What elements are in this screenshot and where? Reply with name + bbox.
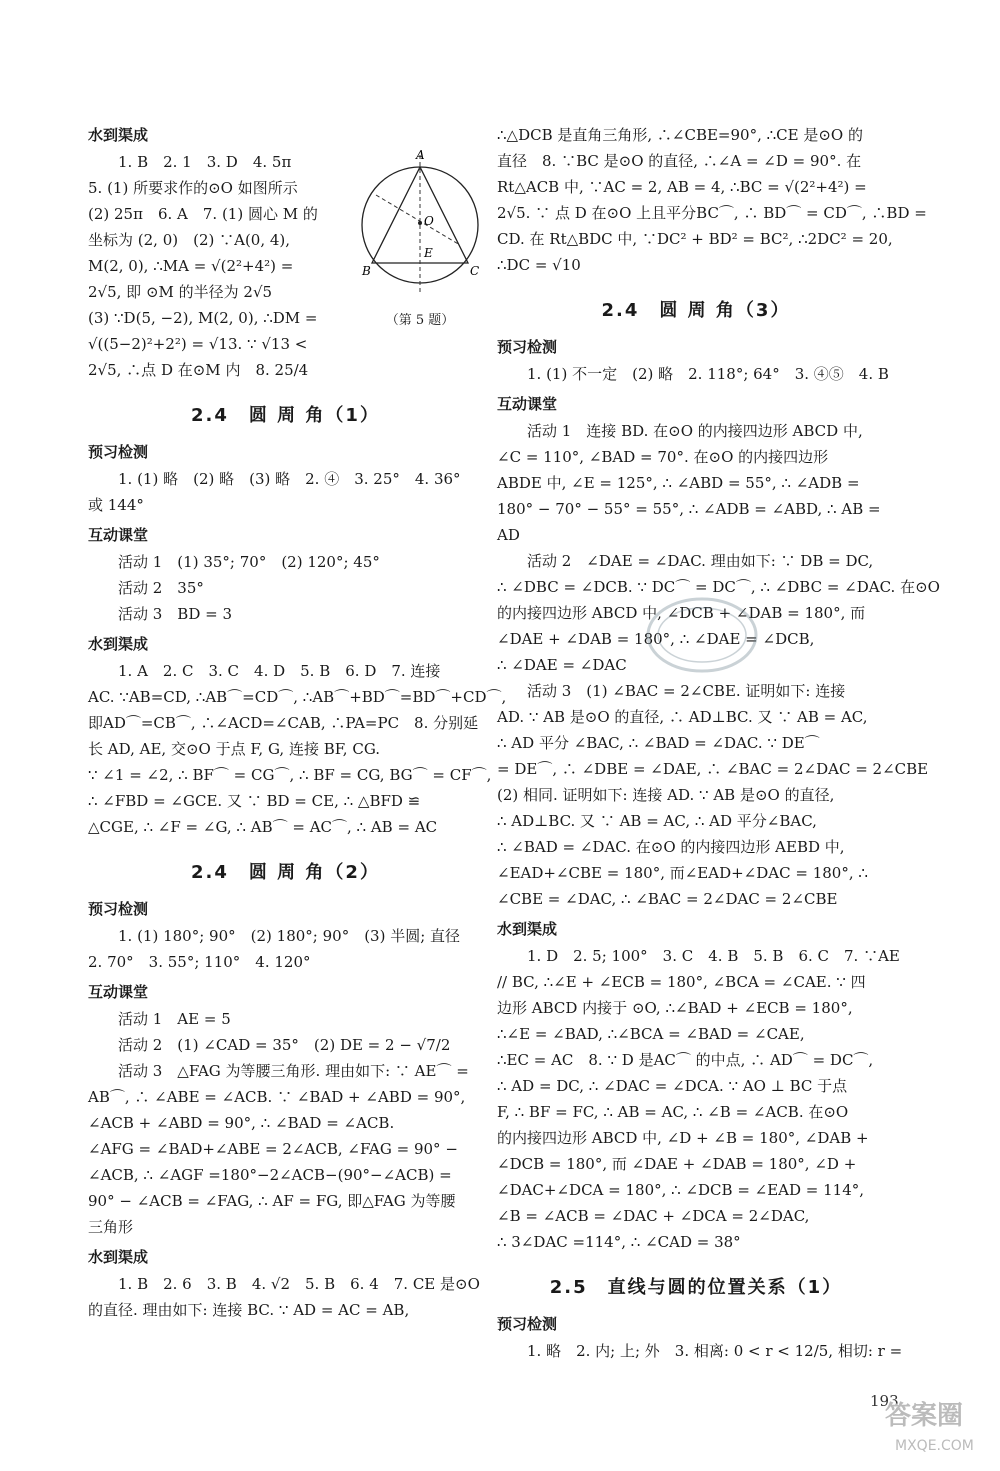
- answer-line: (2) 25π 6. A 7. (1) 圆心 M 的: [88, 205, 318, 223]
- label-e: E: [424, 246, 433, 260]
- section-title: 2.4 圆 周 角（1）: [191, 405, 380, 426]
- answer-line: 2√5, ∴点 D 在⊙M 内 8. 25/4: [88, 361, 309, 379]
- answer-line: (3) ∵D(5, −2), M(2, 0), ∴DM =: [88, 309, 318, 327]
- figure-caption: （第 5 题）: [385, 313, 455, 328]
- section-heading: 互动课堂: [88, 983, 149, 1001]
- answer-line: ∠C = 110°, ∠BAD = 70°. 在⊙O 的内接四边形: [497, 448, 829, 466]
- answer-line: ∠ACB + ∠ABD = 90°, ∴ ∠BAD = ∠ACB.: [88, 1114, 395, 1132]
- answer-line: // BC, ∴∠E + ∠ECB = 180°, ∠BCA = ∠CAE. ∵ 四: [497, 973, 866, 991]
- section-heading: 预习检测: [88, 443, 149, 461]
- answer-line: ∴DC = √10: [497, 256, 581, 274]
- answer-line: CD. 在 Rt△BDC 中, ∵DC² + BD² = BC², ∴2DC² = 20,: [497, 230, 893, 248]
- answer-line: 1. (1) 略 (2) 略 (3) 略 2. ④ 3. 25° 4. 36°: [118, 470, 461, 488]
- answer-line: ∴ AD⊥BC. 又 ∵ AB = AC, ∴ AD 平分∠BAC,: [497, 812, 817, 830]
- answer-line: √((5−2)²+2²) = √13. ∵ √13 <: [88, 335, 308, 353]
- answer-line: △CGE, ∴ ∠F = ∠G, ∴ AB⌒ = AC⌒, ∴ AB = AC: [88, 818, 438, 836]
- section-title: 2.4 圆 周 角（3）: [601, 300, 791, 321]
- answer-line: ∴∠E = ∠BAD, ∴∠BCA = ∠BAD = ∠CAE,: [497, 1025, 805, 1043]
- stamp-graphic: [645, 595, 760, 675]
- section-heading: 水到渠成: [497, 920, 558, 938]
- label-b: B: [362, 264, 371, 278]
- answer-line: ∠DAE + ∠DAB = 180°, ∴ ∠DAE = ∠DCB,: [497, 630, 815, 648]
- answer-line: 即AD⌒=CB⌒, ∴∠ACD=∠CAB, ∴PA=PC 8. 分别延: [88, 714, 479, 732]
- answer-line: ∴△DCB 是直角三角形, ∴∠CBE=90°, ∴CE 是⊙O 的: [497, 126, 863, 144]
- answer-line: 活动 3 BD = 3: [118, 605, 233, 623]
- answer-line: ABDE 中, ∠E = 125°, ∴ ∠ABD = 55°, ∴ ∠ADB =: [497, 474, 860, 492]
- answer-line: ∠DAC+∠DCA = 180°, ∴ ∠DCB = ∠EAD = 114°,: [497, 1181, 865, 1199]
- answer-line: 1. (1) 不一定 (2) 略 2. 118°; 64° 3. ④⑤ 4. B: [527, 365, 889, 383]
- label-o: O: [424, 214, 434, 228]
- seal-stamp: [645, 595, 760, 675]
- label-a: A: [416, 148, 425, 162]
- center-point: [418, 221, 422, 225]
- answer-line: 或 144°: [88, 496, 144, 514]
- answer-line: 180° − 70° − 55° = 55°, ∴ ∠ADB = ∠ABD, ∴ AB =: [497, 500, 881, 518]
- answer-line: AD. ∵ AB 是⊙O 的直径, ∴ AD⊥BC. 又 ∵ AB = AC,: [497, 708, 868, 726]
- section-heading: 水到渠成: [88, 635, 149, 653]
- answer-line: 活动 1 AE = 5: [118, 1010, 231, 1028]
- label-c: C: [470, 264, 480, 278]
- answer-line: 活动 3 △FAG 为等腰三角形. 理由如下: ∵ AE⌒ =: [118, 1062, 469, 1080]
- answer-line: AC. ∵AB=CD, ∴AB⌒=CD⌒, ∴AB⌒+BD⌒=BD⌒+CD⌒,: [88, 688, 507, 706]
- answer-line: 2. 70° 3. 55°; 110° 4. 120°: [88, 953, 311, 971]
- right-column: [497, 122, 940, 1364]
- answer-line: 边形 ABCD 内接于 ⊙O, ∴∠BAD + ∠ECB = 180°,: [497, 999, 853, 1017]
- section-heading: 预习检测: [88, 900, 149, 918]
- geometry-figure: [350, 145, 490, 328]
- perpendicular-bisector-2: [376, 195, 460, 245]
- answer-line: ∴EC = AC 8. ∵ D 是AC⌒ 的中点, ∴ AD⌒ = DC⌒,: [497, 1051, 874, 1069]
- section-title: 2.5 直线与圆的位置关系（1）: [549, 1277, 843, 1298]
- answer-line: 活动 2 ∠DAE = ∠DAC. 理由如下: ∵ DB = DC,: [527, 552, 874, 570]
- answer-line: ∠AFG = ∠BAD+∠ABE = 2∠ACB, ∠FAG = 90° −: [88, 1140, 458, 1158]
- answer-line: ∠EAD+∠CBE = 180°, 而∠EAD+∠DAC = 180°, ∴: [497, 864, 868, 882]
- section-title: 2.4 圆 周 角（2）: [191, 862, 380, 883]
- watermark-site: MXQE.COM: [895, 1438, 974, 1454]
- answer-line: ∴ AD = DC, ∴ ∠DAC = ∠DCA. ∵ AO ⊥ BC 于点: [497, 1077, 848, 1095]
- answer-line: 的内接四边形 ABCD 中, ∠DCB + ∠DAB = 180°, 而: [497, 604, 866, 622]
- answer-line: (2) 相同. 证明如下: 连接 AD. ∵ AB 是⊙O 的直径,: [497, 786, 835, 804]
- section-heading: 预习检测: [497, 338, 558, 356]
- answer-line: 长 AD, AE, 交⊙O 于点 F, G, 连接 BF, CG.: [88, 740, 381, 758]
- answer-line: Rt△ACB 中, ∵AC = 2, AB = 4, ∴BC = √(2²+4²) =: [497, 178, 867, 196]
- answer-line: M(2, 0), ∴MA = √(2²+4²) =: [88, 257, 294, 275]
- answer-line: 活动 1 连接 BD. 在⊙O 的内接四边形 ABCD 中,: [527, 422, 863, 440]
- section-heading: 水到渠成: [88, 1248, 149, 1266]
- answer-line: 1. B 2. 6 3. B 4. √2 5. B 6. 4 7. CE 是⊙O: [118, 1275, 480, 1293]
- answer-line: 直径 8. ∵BC 是⊙O 的直径, ∴∠A = ∠D = 90°. 在: [497, 152, 862, 170]
- answer-line: AB⌒, ∴ ∠ABE = ∠ACB. ∵ ∠BAD + ∠ABD = 90°,: [88, 1088, 466, 1106]
- answer-line: ∠ACB, ∴ ∠AGF =180°−2∠ACB−(90°−∠ACB) =: [88, 1166, 452, 1184]
- answer-line: 2√5, 即 ⊙M 的半径为 2√5: [88, 283, 273, 301]
- circle-triangle-diagram: [350, 145, 490, 305]
- answer-line: 2√5. ∵ 点 D 在⊙O 上且平分BC⌒, ∴ BD⌒ = CD⌒, ∴BD =: [497, 204, 927, 222]
- answer-line: 1. 略 2. 内; 上; 外 3. 相离: 0 < r < 12/5, 相切: r =: [527, 1342, 903, 1360]
- answer-line: 活动 2 (1) ∠CAD = 35° (2) DE = 2 − √7/2: [118, 1036, 451, 1054]
- answer-line: ∴ ∠DAE = ∠DAC: [497, 656, 627, 674]
- section-heading: 水到渠成: [88, 126, 149, 144]
- section-heading: 预习检测: [497, 1315, 558, 1333]
- answer-line: ∴ ∠BAD = ∠DAC. 在⊙O 的内接四边形 AEBD 中,: [497, 838, 845, 856]
- answer-line: 90° − ∠ACB = ∠FAG, ∴ AF = FG, 即△FAG 为等腰: [88, 1192, 456, 1210]
- answer-line: F, ∴ BF = FC, ∴ AB = AC, ∴ ∠B = ∠ACB. 在⊙O: [497, 1103, 849, 1121]
- answer-line: ∴ 3∠DAC =114°, ∴ ∠CAD = 38°: [497, 1233, 741, 1251]
- answer-line: ∴ AD 平分 ∠BAC, ∴ ∠BAD = ∠DAC. ∵ DE⌒: [497, 734, 820, 752]
- answer-line: ∠DCB = 180°, 而 ∠DAE + ∠DAB = 180°, ∠D +: [497, 1155, 857, 1173]
- answer-line: = DE⌒, ∴ ∠DBE = ∠DAE, ∴ ∠BAC = 2∠DAC = 2∠CBE: [497, 760, 929, 778]
- answer-line: ∠B = ∠ACB = ∠DAC + ∠DCA = 2∠DAC,: [497, 1207, 810, 1225]
- answer-line: ∵ ∠1 = ∠2, ∴ BF⌒ = CG⌒, ∴ BF = CG, BG⌒ = CF⌒,: [88, 766, 492, 784]
- answer-line: ∠CBE = ∠DAC, ∴ ∠BAC = 2∠DAC = 2∠CBE: [497, 890, 838, 908]
- answer-line: 活动 3 (1) ∠BAC = 2∠CBE. 证明如下: 连接: [527, 682, 846, 700]
- section-heading: 互动课堂: [88, 526, 149, 544]
- watermark-logo: 答案圈: [885, 1401, 964, 1431]
- answer-line: 活动 2 35°: [118, 579, 204, 597]
- answer-line: 1. A 2. C 3. C 4. D 5. B 6. D 7. 连接: [118, 662, 441, 680]
- answer-line: 三角形: [88, 1218, 134, 1236]
- answer-line: 1. (1) 180°; 90° (2) 180°; 90° (3) 半圆; 直径: [118, 927, 461, 945]
- answer-line: 坐标为 (2, 0) (2) ∵A(0, 4),: [88, 231, 291, 249]
- page-number: 193: [870, 1392, 899, 1410]
- answer-line: ∴ ∠FBD = ∠GCE. 又 ∵ BD = CE, ∴ △BFD ≌: [88, 792, 421, 810]
- section-heading: 互动课堂: [497, 395, 558, 413]
- answer-line: 1. B 2. 1 3. D 4. 5π: [118, 153, 292, 171]
- answer-line: 的直径. 理由如下: 连接 BC. ∵ AD = AC = AB,: [88, 1301, 410, 1319]
- answer-line: 的内接四边形 ABCD 中, ∠D + ∠B = 180°, ∠DAB +: [497, 1129, 869, 1147]
- answer-line: AD: [497, 526, 520, 544]
- answer-line: 5. (1) 所要求作的⊙O 如图所示: [88, 179, 298, 197]
- answer-line: ∴ ∠DBC = ∠DCB. ∵ DC⌒ = DC⌒, ∴ ∠DBC = ∠DAC. 在⊙O: [497, 578, 940, 596]
- answer-line: 1. D 2. 5; 100° 3. C 4. B 5. B 6. C 7. ∵AE: [527, 947, 900, 965]
- answer-line: 活动 1 (1) 35°; 70° (2) 120°; 45°: [118, 553, 380, 571]
